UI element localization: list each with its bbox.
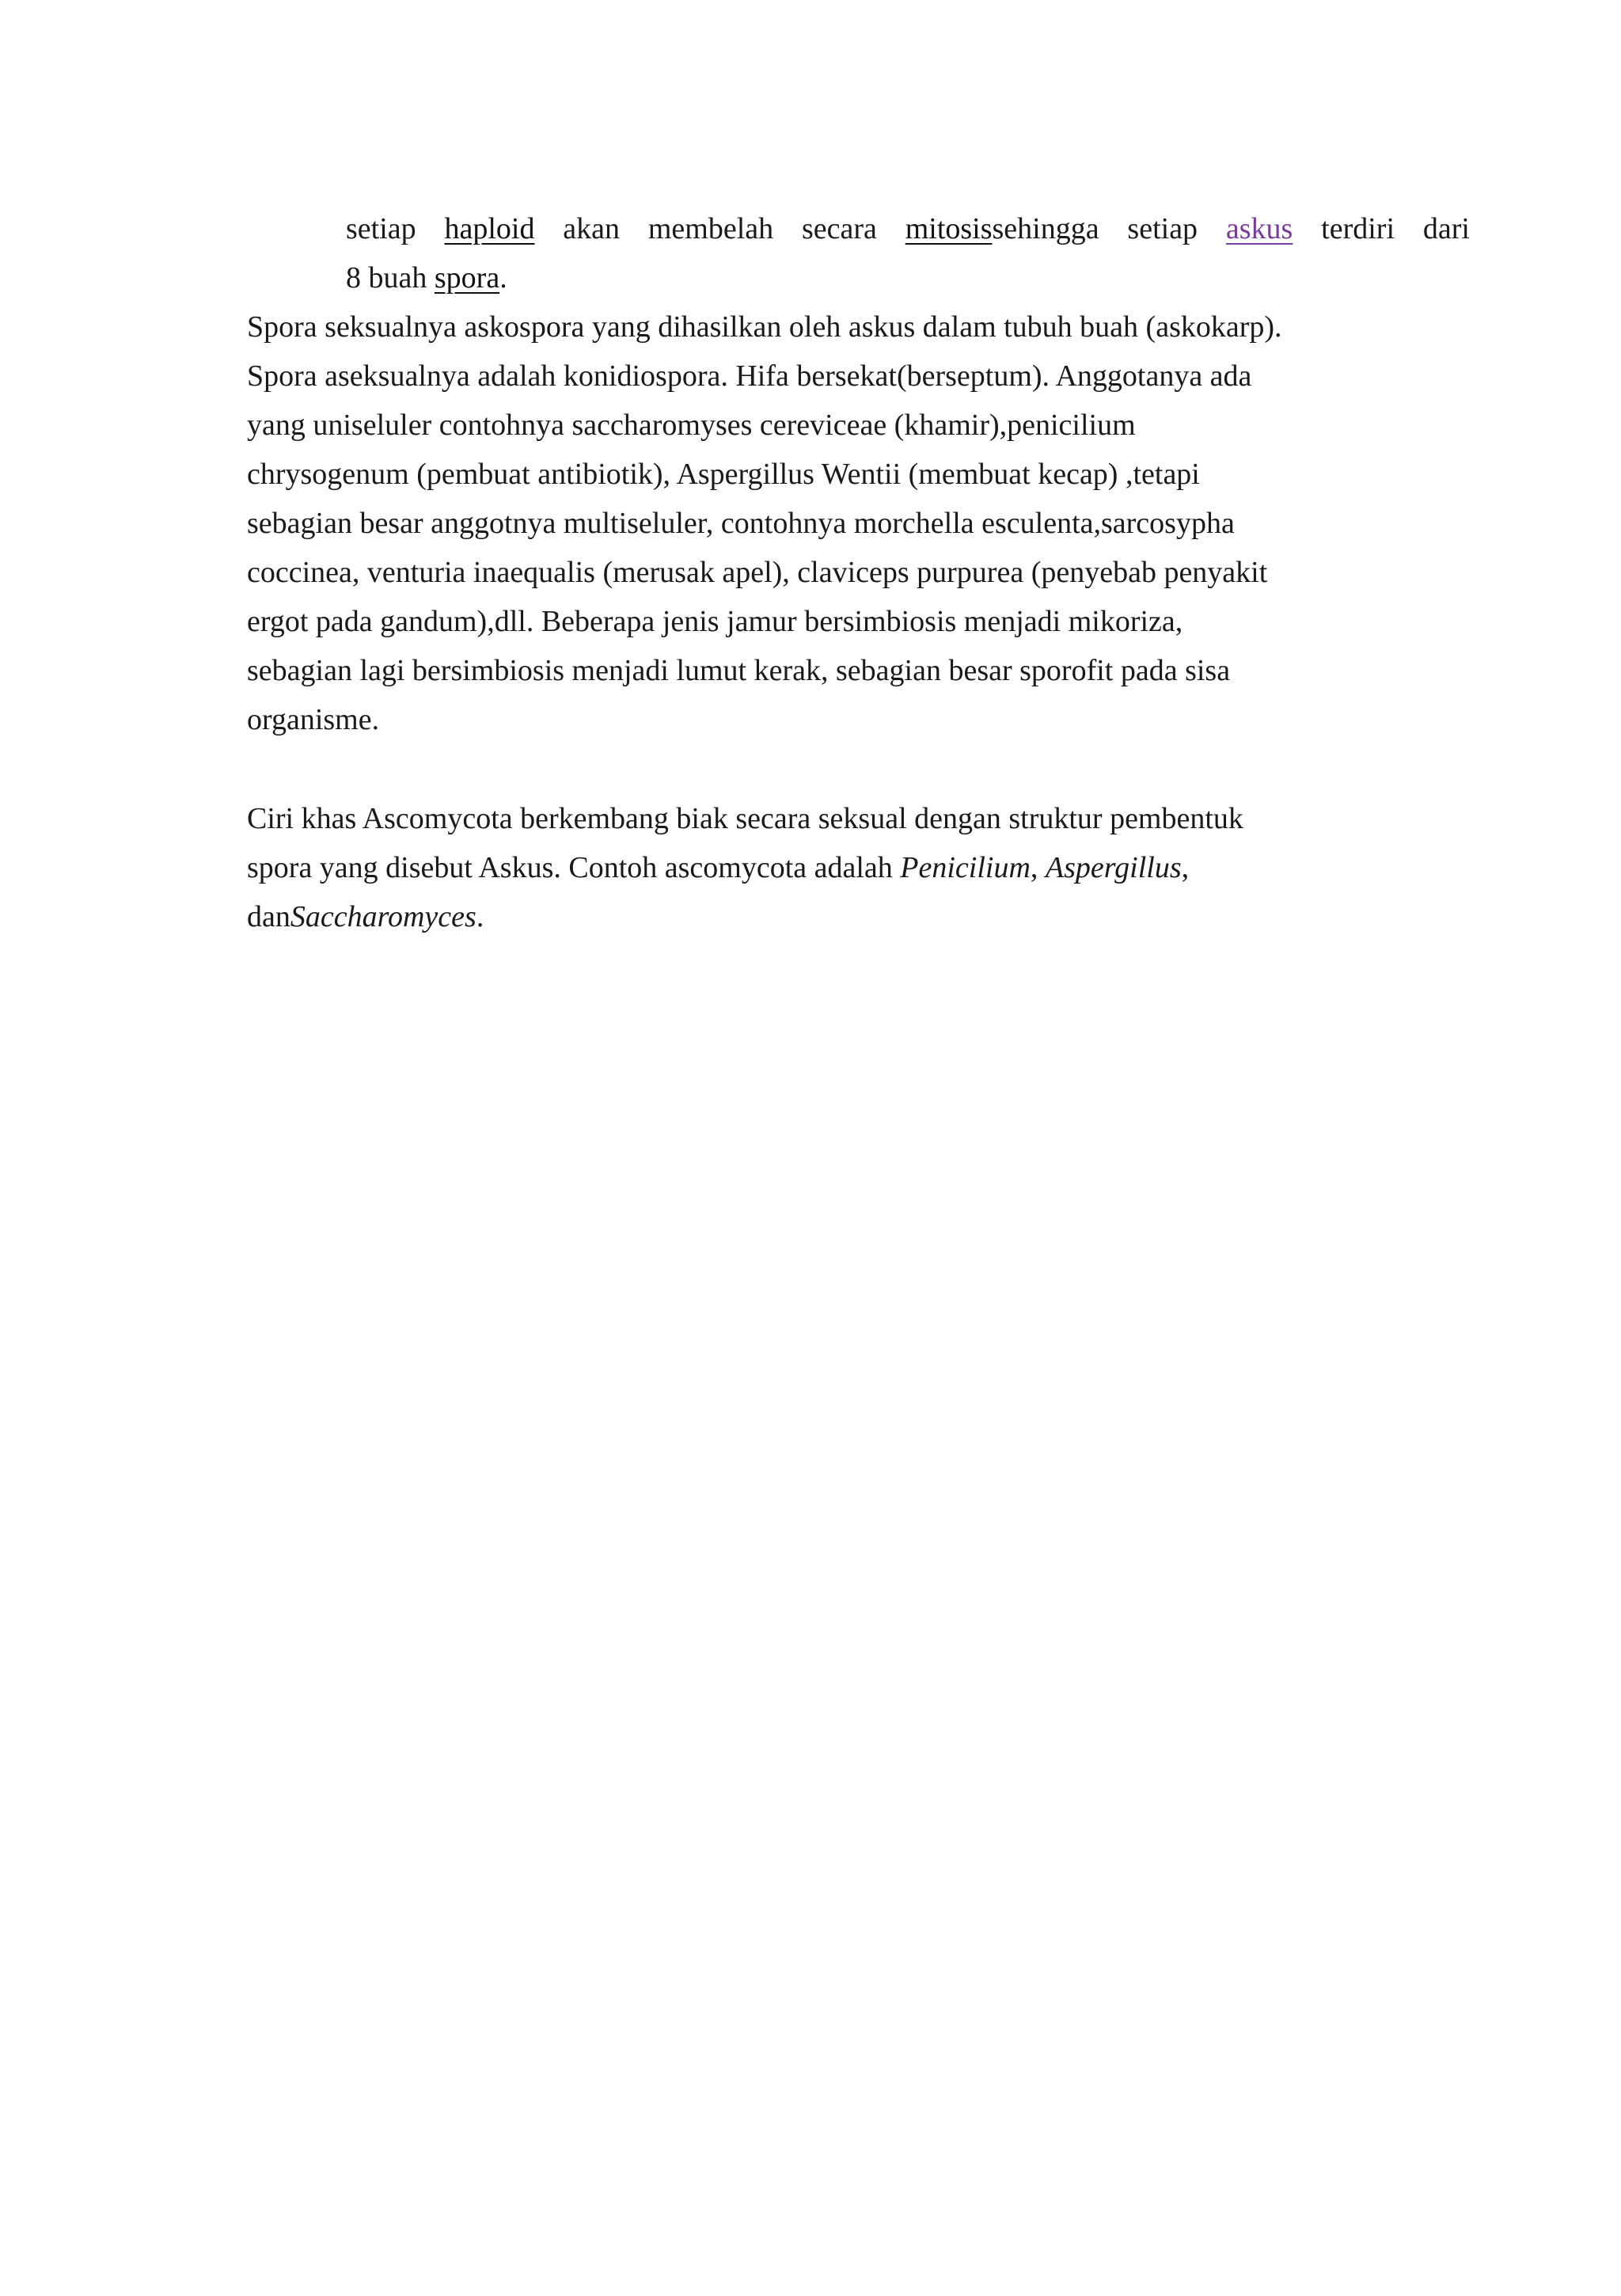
- paragraph-line: coccinea, venturia inaequalis (merusak apel), claviceps purpurea (penyebab penyakit: [247, 556, 1268, 589]
- paragraph-line: sebagian besar anggotnya multiseluler, contohnya morchella esculenta,sarcosypha: [247, 507, 1235, 540]
- text-fragment: dan: [247, 900, 290, 933]
- text-fragment: ,: [1181, 851, 1190, 884]
- list-continuation-line-2: [346, 253, 507, 302]
- text-fragment: .: [476, 900, 484, 933]
- paragraph-line: yang uniseluler contohnya saccharomyses cereviceae (khamir),penicilium: [247, 409, 1136, 442]
- list-continuation-line-1: [346, 204, 1470, 253]
- text-fragment: .: [499, 261, 507, 295]
- word: dari: [1422, 212, 1470, 245]
- word: secara: [801, 212, 877, 245]
- word: setiap: [346, 212, 416, 245]
- spora-link[interactable]: spora: [434, 261, 500, 295]
- askus-link[interactable]: askus: [1225, 212, 1293, 245]
- paragraph-line: organisme.: [247, 703, 380, 736]
- paragraph-line: [247, 843, 1189, 892]
- paragraph-line: ergot pada gandum),dll. Beberapa jenis jamur bersimbiosis menjadi mikoriza,: [247, 605, 1183, 638]
- genus-saccharomyces: Saccharomyces: [290, 900, 476, 933]
- paragraph-line: [247, 892, 484, 941]
- word: terdiri: [1321, 212, 1395, 245]
- genus-aspergillus: Aspergillus: [1045, 851, 1182, 884]
- text-fragment: spora yang disebut Askus. Contoh ascomycota adalah: [247, 851, 901, 884]
- paragraph-line: sebagian lagi bersimbiosis menjadi lumut kerak, sebagian besar sporofit pada sisa: [247, 654, 1231, 687]
- paragraph-line: Ciri khas Ascomycota berkembang biak secara seksual dengan struktur pembentuk: [247, 802, 1243, 835]
- word: membelah: [647, 212, 774, 245]
- paragraph-line: Spora aseksualnya adalah konidiospora. Hifa bersekat(berseptum). Anggotanya ada: [247, 359, 1252, 393]
- text-fragment: 8 buah: [346, 261, 435, 295]
- haploid-link[interactable]: haploid: [444, 212, 535, 245]
- mitosis-sehingga: [905, 204, 1099, 253]
- paragraph-line: chrysogenum (pembuat antibiotik), Aspergillus Wentii (membuat kecap) ,tetapi: [247, 458, 1200, 491]
- mitosis-link[interactable]: mitosis: [905, 212, 993, 245]
- paragraph-line: Spora seksualnya askospora yang dihasilkan oleh askus dalam tubuh buah (askokarp).: [247, 310, 1282, 344]
- text-fragment: ,: [1030, 851, 1046, 884]
- word: akan: [563, 212, 621, 245]
- genus-penicilium: Penicilium: [900, 851, 1031, 884]
- word: setiap: [1127, 212, 1198, 245]
- word: sehingga: [992, 212, 1099, 245]
